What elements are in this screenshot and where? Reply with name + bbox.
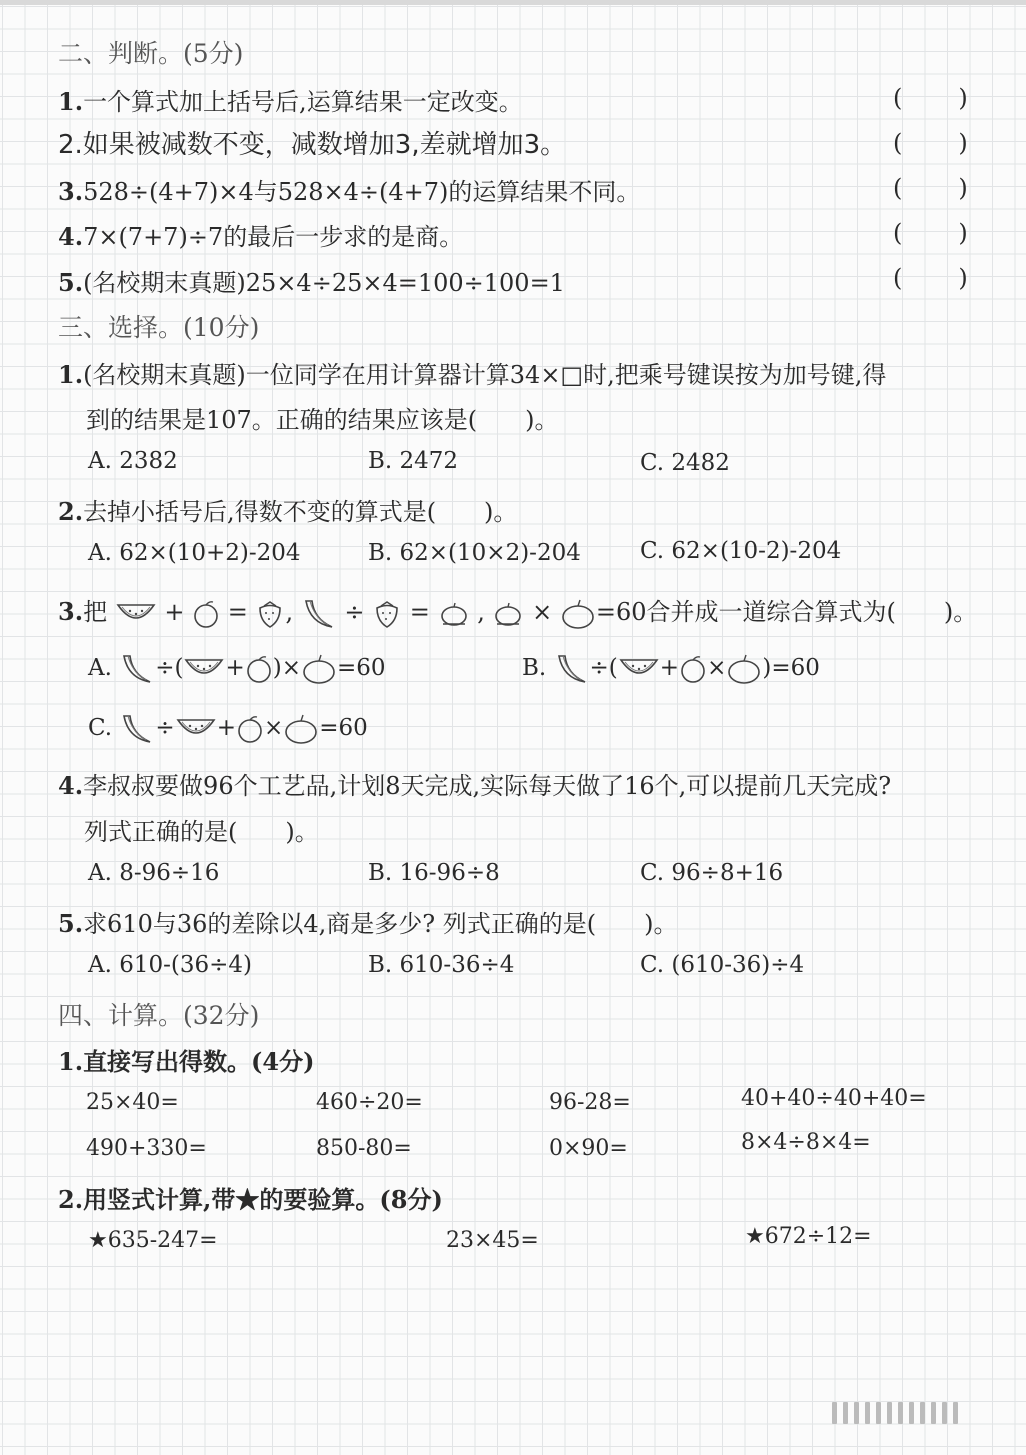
item-text: 求610与36的差除以4,商是多少? 列式正确的是( )。 [83,910,678,938]
calc-problem: 96-28= [549,1090,631,1115]
item-number: 1. [58,87,84,116]
banana-icon [555,652,589,686]
item-text: 直接写出得数。(4分) [83,1047,315,1076]
orange-icon [193,599,219,629]
item-text: 528÷(4+7)×4与528×4÷(4+7)的运算结果不同。 [83,178,641,206]
orange-icon [237,714,263,744]
top-edge [0,0,1026,5]
choice-q4-option-c[interactable]: C. 96÷8+16 [640,860,784,886]
choice-q2-option-a[interactable]: A. 62×(10+2)-204 [88,540,301,566]
calc-problem: 490+330= [86,1136,207,1161]
calc-q2-title [58,1180,443,1215]
banana-icon [302,597,336,631]
watermark-bars [832,1402,1007,1430]
orange-icon [246,654,272,684]
strawberry-icon [256,599,284,629]
apple-icon [561,598,595,630]
pear-icon [493,600,523,628]
choice-q2-option-b[interactable]: B. 62×(10×2)-204 [368,540,581,566]
answer-bracket-5[interactable]: ( ) [893,264,968,292]
judge-item-2 [58,124,566,161]
calc-problem: 40+40÷40+40= [741,1086,927,1111]
watermelon-icon [184,656,224,682]
choice-q3-option-b[interactable]: B. ÷( + × )=60 [522,652,820,686]
banana-icon [120,712,154,746]
choice-q1-line1 [58,355,886,390]
calc-q1-title [58,1042,314,1077]
orange-icon [680,654,706,684]
watermelon-icon [116,601,156,627]
vertical-calc-problem: ★635-247= [88,1228,218,1253]
vertical-calc-problem: ★672÷12= [745,1224,872,1249]
choice-q4-option-b[interactable]: B. 16-96÷8 [368,860,500,886]
choice-q4-option-a[interactable]: A. 8-96÷16 [88,860,220,886]
choice-q1-option-a[interactable]: A. 2382 [88,448,178,474]
item-text: 2.如果被减数不变，减数增加3,差就增加3。 [58,130,567,160]
choice-q3-option-c[interactable]: C. ÷ + × =60 [88,712,368,746]
choice-q5-option-c[interactable]: C. (610-36)÷4 [640,952,805,978]
answer-bracket-3[interactable]: ( ) [893,174,968,202]
choice-q5-option-a[interactable]: A. 610-(36÷4) [88,952,253,978]
item-text: 7×(7+7)÷7的最后一步求的是商。 [83,223,464,251]
apple-icon [727,653,761,685]
item-number: 4. [58,222,84,251]
item-number: 2. [58,497,84,526]
item-text: 李叔叔要做96个工艺品,计划8天完成,实际每天做了16个,可以提前几天完成? [83,772,892,800]
item-number: 1. [58,360,84,389]
judge-item-5 [58,263,565,298]
calc-problem: 850-80= [316,1136,412,1161]
calc-problem: 460÷20= [316,1090,423,1115]
item-text: 一个算式加上括号后,运算结果一定改变。 [83,88,523,116]
answer-bracket-2[interactable]: ( ) [893,129,968,157]
item-number: 1. [58,1047,84,1076]
choice-q3-option-a[interactable]: A. ÷( + )× =60 [88,652,386,686]
choice-q2-option-c[interactable]: C. 62×(10-2)-204 [640,538,842,564]
pear-icon [439,600,469,628]
choice-q4-line2: 列式正确的是( )。 [84,818,319,846]
watermelon-icon [176,716,216,742]
item-text: =60合并成一道综合算式为( )。 [595,598,978,626]
choice-q2 [58,492,517,527]
choice-q4-line1 [58,766,891,801]
apple-icon [284,713,318,745]
apple-icon [302,653,336,685]
item-number: 5. [58,909,84,938]
choice-q1-option-c[interactable]: C. 2482 [640,450,730,476]
choice-q3: 3.把 + = , ÷ = , × =60合并成一道综合算式为( )。 [58,592,977,632]
item-text: (名校期末真题)一位同学在用计算器计算34×□时,把乘号键误按为加号键,得 [83,361,887,389]
watermelon-icon [619,656,659,682]
judge-item-1 [58,82,523,117]
judge-item-4 [58,217,463,252]
choice-q5-option-b[interactable]: B. 610-36÷4 [368,952,515,978]
vertical-calc-problem: 23×45= [446,1228,539,1253]
choice-q5 [58,904,678,939]
calc-problem: 25×40= [86,1090,179,1115]
section-title-judge: 二、判断。(5分) [58,39,244,68]
banana-icon [120,652,154,686]
item-number: 4. [58,771,84,800]
answer-bracket-1[interactable]: ( ) [893,84,968,112]
item-text: (名校期末真题)25×4÷25×4=100÷100=1 [83,269,565,297]
item-text: 去掉小括号后,得数不变的算式是( )。 [83,498,518,526]
item-text: 用竖式计算,带★的要验算。(8分) [83,1185,443,1214]
choice-q1-line2: 到的结果是107。正确的结果应该是( )。 [86,406,559,434]
calc-problem: 0×90= [549,1136,628,1161]
item-number: 3. [58,177,84,206]
strawberry-icon [373,599,401,629]
choice-q1-option-b[interactable]: B. 2472 [368,448,459,474]
item-number: 2. [58,1185,84,1214]
section-title-calc: 四、计算。(32分) [58,1001,260,1030]
judge-item-3 [58,172,640,207]
item-number: 3. [58,597,84,626]
answer-bracket-4[interactable]: ( ) [893,219,968,247]
item-number: 5. [58,268,84,297]
section-title-choice: 三、选择。(10分) [58,313,260,342]
item-text: 把 [83,598,108,626]
calc-problem: 8×4÷8×4= [741,1130,871,1155]
